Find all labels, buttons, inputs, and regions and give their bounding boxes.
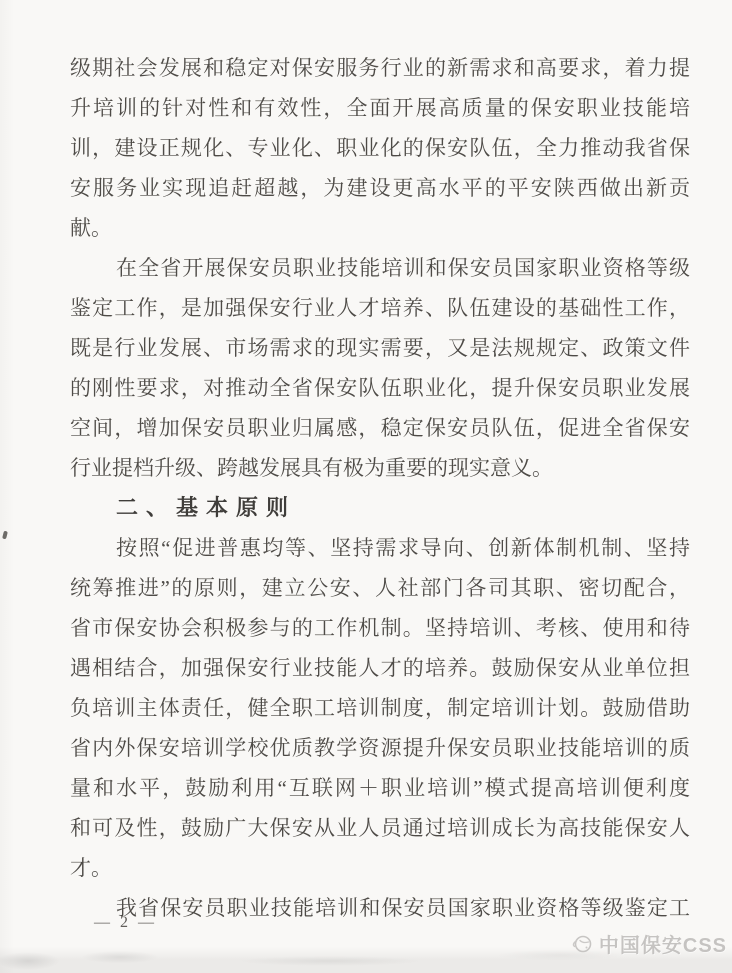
globe-sketch-icon — [570, 932, 594, 956]
text-line: 既是行业发展、市场需求的现实需要，又是法规规定、政策文件 — [70, 336, 690, 360]
watermark-text: 中国保安CSS — [598, 935, 727, 957]
text-line: 省内外保安培训学校优质教学资源提升保安员职业技能培训的质 — [70, 736, 690, 760]
page-number: — 2 — — [94, 914, 157, 931]
document-body — [70, 48, 690, 928]
text-line: 献。 — [70, 216, 112, 240]
text-line: 行业提档升级、跨越发展具有极为重要的现实意义。 — [70, 456, 553, 480]
text-line: 在全省开展保安员职业技能培训和保安员国家职业资格等级 — [116, 256, 690, 280]
text-line: 和可及性，鼓励广大保安从业人员通过培训成长为高技能保安人 — [70, 816, 690, 840]
section-heading: 二、基本原则 — [116, 495, 297, 520]
text-line: 省市保安协会积极参与的工作机制。坚持培训、考核、使用和待 — [70, 616, 690, 640]
text-line: 负培训主体责任，健全职工培训制度，制定培训计划。鼓励借助 — [70, 696, 690, 720]
text-line: 升培训的针对性和有效性，全面开展高质量的保安职业技能培 — [70, 96, 690, 120]
text-line: 按照“促进普惠均等、坚持需求导向、创新体制机制、坚持 — [116, 536, 690, 560]
text-line: 安服务业实现追赶超越，为建设更高水平的平安陕西做出新贡 — [70, 176, 690, 200]
scan-speck-artifact — [2, 531, 8, 540]
text-line: 我省保安员职业技能培训和保安员国家职业资格等级鉴定工 — [116, 896, 690, 920]
text-line: 的刚性要求，对推动全省保安队伍职业化，提升保安员职业发展 — [70, 376, 690, 400]
text-line: 级期社会发展和稳定对保安服务行业的新需求和高要求，着力提 — [70, 56, 690, 80]
text-line: 才。 — [70, 856, 112, 880]
text-line: 遇相结合，加强保安行业技能人才的培养。鼓励保安从业单位担 — [70, 656, 690, 680]
text-line: 空间，增加保安员职业归属感，稳定保安员队伍，促进全省保安 — [70, 416, 690, 440]
text-line: 量和水平，鼓励利用“互联网＋职业培训”模式提高培训便利度 — [70, 776, 690, 800]
text-line: 鉴定工作，是加强保安行业人才培养、队伍建设的基础性工作， — [70, 296, 690, 320]
text-line: 统筹推进”的原则，建立公安、人社部门各司其职、密切配合， — [70, 576, 690, 600]
text-line: 训，建设正规化、专业化、职业化的保安队伍，全力推动我省保 — [70, 136, 690, 160]
watermark — [570, 929, 727, 958]
